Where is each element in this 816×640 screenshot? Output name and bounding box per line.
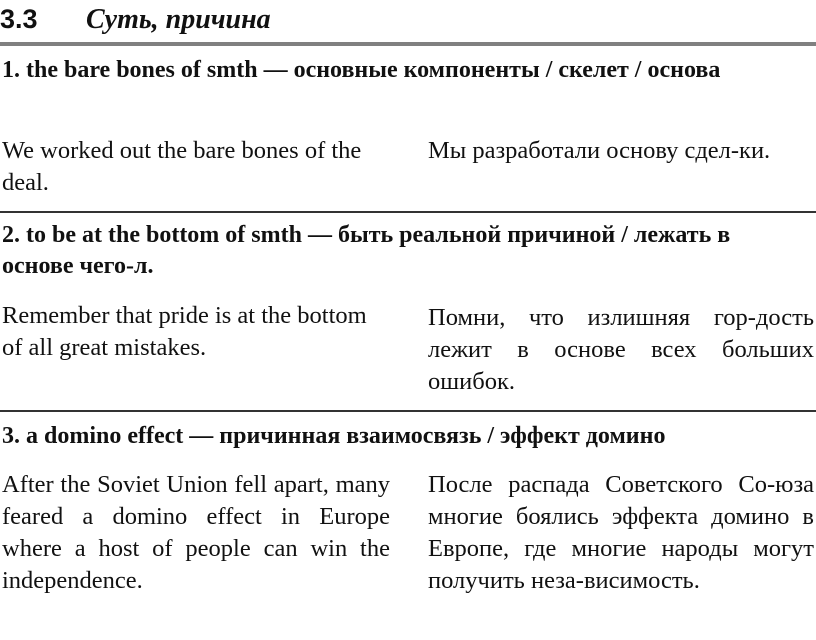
entry-1-example-ru: Мы разработали основу сдел-ки. [428, 137, 771, 164]
section-header [0, 0, 816, 46]
section-number: 3.3 [0, 4, 38, 34]
entry-3-example-ru: После распада Советского Со-юза многие боялись эффекта домино в Европе, где многие народы могут получить неза-висимость. [428, 471, 814, 594]
entry-2-example-en: Remember that pride is at the bottom of all great mistakes. [2, 302, 367, 361]
entry-3-example-en: After the Soviet Union fell apart, many feared a domino effect in Europe where a host of people can win the independence. [2, 471, 390, 594]
entry-2-example-ru: Помни, что излишняя гор-дость лежит в основе всех больших ошибок. [428, 304, 814, 395]
entry-divider [0, 410, 816, 412]
entry-3-heading: 3. a domino effect — причинная взаимосвязь / эффект домино [2, 423, 666, 449]
entry-1-heading: 1. the bare bones of smth — основные компоненты / скелет / основа [2, 57, 721, 83]
entry-1-example-en: We worked out the bare bones of the deal. [2, 137, 362, 196]
section-title: Суть, причина [86, 4, 271, 35]
entry-divider [0, 211, 816, 213]
entry-2-heading: 2. to be at the bottom of smth — быть реальной причиной / лежать в основе чего-л. [2, 222, 731, 279]
header-divider [0, 42, 816, 46]
